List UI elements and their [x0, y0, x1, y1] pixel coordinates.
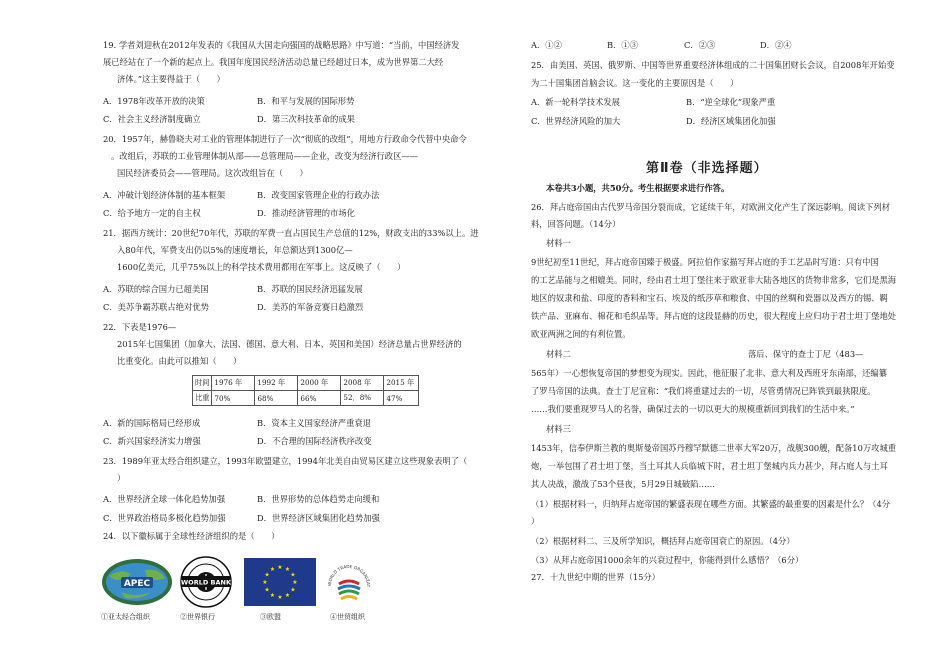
- material-2-line: ……我们要重现罗马人的名誉，确保过去的一切以更大的规模重新回到我们的生活中来。”: [531, 404, 855, 414]
- q22-option-c[interactable]: C．新兴国家经济实力增强: [103, 436, 201, 446]
- q25-option-c[interactable]: C．世界经济风险的加大: [531, 116, 621, 126]
- eu-star-icon: ★: [277, 594, 283, 602]
- eu-star-icon: ★: [269, 566, 276, 574]
- eu-star-icon: ★: [262, 579, 268, 587]
- q22-line-1: 22．下表是1976—: [103, 322, 177, 332]
- g7-share-table: [192, 375, 419, 406]
- material-2-line: 565年）一心想恢复帝国的梦想变为现实。因此，他征服了北非、意大利及西班牙东南部，还编纂: [531, 368, 888, 378]
- q25-option-d[interactable]: D．经济区域集团化加强: [686, 116, 776, 126]
- table-cell: 2000 年: [298, 376, 341, 391]
- logo-caption-apec: ①亚太经合组织: [101, 613, 150, 621]
- table-cell: 68%: [255, 391, 298, 406]
- table-cell: 1976 年: [212, 376, 255, 391]
- table-cell: 比重: [193, 391, 212, 406]
- material-2-label: 材料二: [546, 349, 571, 359]
- table-cell: 52．8%: [341, 391, 384, 406]
- q23-line-2: ）: [117, 473, 126, 483]
- logo-caption-world-bank: ②世界银行: [180, 613, 215, 621]
- q19-line-1: 19. 学者刘迎秋在2012年发表的《我国从大国走向强国的战略思路》中写道：“当前，中国经济发: [103, 40, 460, 50]
- q19-option-d[interactable]: D．第三次科技革命的成果: [257, 114, 355, 124]
- logo-caption-wto: ④世贸组织: [330, 613, 365, 621]
- q20-line-3: 国民经济委员会——管理局。这次改组旨在（ ）: [117, 168, 308, 178]
- q26-line-2: 料，回答问题。（14分）: [531, 219, 621, 229]
- q19-option-b[interactable]: B．和平与发展的国际形势: [257, 96, 355, 106]
- q23-line-1: 23．1989年亚太经合组织建立，1993年欧盟建立，1994年北美自由贸易区建立这些现象表明了（: [103, 456, 468, 466]
- q25-line-2: 为二十国集团首脑会议。这一变化的主要原因是（ ）: [531, 78, 739, 88]
- material-1-line: 铁产品、亚麻布、棉花和毛织品等。拜占庭的这段显赫的历史，很大程度上应归功于君士坦丁堡地处: [531, 311, 897, 321]
- q21-line-2: 入80年代，军费支出仍以5%的速度增长，年总额达到1300亿—: [117, 245, 353, 255]
- table-cell: 1992 年: [255, 376, 298, 391]
- q20-option-d[interactable]: D．推动经济管理的市场化: [257, 208, 355, 218]
- eu-star-icon: ★: [277, 564, 283, 572]
- section-title: 第Ⅱ卷（非选择题）: [646, 161, 768, 176]
- eu-star-icon: ★: [269, 592, 276, 600]
- q20-option-c[interactable]: C．给予地方一定的自主权: [103, 208, 201, 218]
- material-3-label: 材料三: [546, 424, 571, 434]
- q22-option-d[interactable]: D．不合理的国际经济秩序改变: [257, 436, 372, 446]
- material-1-label: 材料一: [546, 238, 571, 248]
- q21-option-d[interactable]: D．美苏的军备竞赛日趋激烈: [257, 302, 364, 312]
- q22-option-b[interactable]: B．资本主义国家经济严重衰退: [257, 418, 371, 428]
- q22-option-a[interactable]: A．新的国际格局已经形成: [103, 418, 201, 428]
- material-2-head-tail: 落后、保守的查士丁尼（483—: [748, 349, 864, 359]
- eu-flag-icon: [244, 558, 316, 606]
- q26-sub-3: （3）从拜占庭帝国1000余年的兴衰过程中，你能得到什么感悟？（6分）: [531, 555, 804, 565]
- q19-option-c[interactable]: C．社会主义经济制度确立: [103, 114, 201, 124]
- material-1-line: 地区的奴隶和盐、印度的香料和宝石、埃及的纸莎草和粮食、中国的丝绸和瓷器以及西方的锡、羁: [531, 293, 888, 303]
- table-cell: 70%: [212, 391, 255, 406]
- q25-line-1: 25．由美国、英国、俄罗斯、中国等世界重要经济体组成的二十国集团财长会议，自2008年开始变: [531, 60, 895, 70]
- table-cell: 2015 年: [384, 376, 419, 391]
- q22-line-2: 2015年七国集团（加拿大、法国、德国、意大利、日本、英国和美国）经济总量占世界经济的: [117, 339, 462, 349]
- q24-option-b[interactable]: B．①③: [607, 40, 638, 50]
- q27-line: 27．十九世纪中期的世界（15分）: [531, 572, 660, 582]
- q21-option-a[interactable]: A．苏联的综合国力已超美国: [103, 284, 209, 294]
- q20-line-1: 20．1957年，赫鲁晓夫对工业的管理体制进行了一次“彻底的改组”，用地方行政命令代替中央命令: [103, 134, 467, 144]
- eu-star-icon: ★: [264, 571, 270, 579]
- material-1-line: 的工艺品能与之相媲美。同时，经由君士坦丁堡往来于欧亚非大陆各地区的货物非常多，它们是黑海: [531, 275, 897, 285]
- material-2-line: 了罗马帝国的法典。查士丁尼宣称：“我们将重建过去的一切，尽管勇情况已阵铁到最狭限度。: [531, 386, 876, 396]
- wto-logo-text: WORLD TRADE ORGANIZAT: [326, 563, 372, 588]
- material-3-line: 1453年，信奉伊斯兰教的奥斯曼帝国苏丹穆罕默德二世率大军20万，战舰300艘，配备10万攻城重: [531, 443, 897, 453]
- q21-option-c[interactable]: C．美苏争霸苏联占绝对优势: [103, 302, 209, 312]
- q23-option-d[interactable]: D．世界经济区域集团化趋势加强: [257, 513, 380, 523]
- q20-option-b[interactable]: B．改变国家管理企业的行政办法: [257, 190, 380, 200]
- q24-line: 24．以下徽标属于全球性经济组织的是（ ）: [103, 531, 280, 541]
- world-bank-logo-text: WORLD BANK: [181, 578, 231, 587]
- apec-logo-text: APEC: [123, 579, 151, 589]
- eu-star-icon: ★: [264, 586, 270, 594]
- logo-caption-eu: ③欧盟: [260, 613, 281, 621]
- q26-sub-1: （1）根据材料一，归纳拜占庭帝国的繁盛表现在哪些方面。其繁盛的最重要的因素是什么？（4分: [531, 499, 891, 509]
- table-cell: 时间: [193, 376, 212, 391]
- q26-line-1: 26．拜占庭帝国由古代罗马帝国分裂而成，它延续千年，对欧洲文化产生了深远影响。阅读下列材: [531, 202, 891, 212]
- q23-option-a[interactable]: A．世界经济全球一体化趋势加强: [103, 494, 226, 504]
- q21-line-1: 21．据西方统计：20世纪70年代，苏联的军费一直占国民生产总值的12%，财政支出的33%以上。进: [103, 228, 479, 238]
- q22-line-3: 比重变化。由此可以推知（ ）: [117, 356, 242, 366]
- section-note: 本卷共3小题，共50分。考生根据要求进行作答。: [546, 183, 730, 193]
- q26-sub-1-tail: ）: [531, 516, 540, 526]
- eu-star-icon: ★: [292, 579, 298, 587]
- q24-option-d[interactable]: D．②④: [760, 40, 792, 50]
- q23-option-b[interactable]: B．世界形势的总体趋势走向缓和: [257, 494, 380, 504]
- material-1-line: 9世纪初至11世纪，拜占庭帝国臻于极盛。阿拉伯作家描写拜占庭的手工艺品时写道：只有中国: [531, 257, 879, 267]
- material-3-line: 炮，一举包围了君士坦丁堡，当土耳其人兵临城下时，君士坦丁堡城内兵力甚少，拜占庭人与土耳: [531, 461, 888, 471]
- world-bank-logo-icon: [178, 556, 234, 608]
- q19-option-a[interactable]: A．1978年改革开放的决策: [103, 96, 205, 106]
- table-cell: 47%: [384, 391, 419, 406]
- q25-option-a[interactable]: A．新一轮科学技术发展: [531, 97, 620, 107]
- table-cell: 66%: [298, 391, 341, 406]
- table-row: [193, 391, 419, 406]
- table-row: [193, 376, 419, 391]
- apec-logo-icon: [101, 558, 173, 606]
- q25-option-b[interactable]: B．“逆全球化”现象严重: [686, 97, 776, 107]
- q24-option-c[interactable]: C．②③: [684, 40, 716, 50]
- eu-star-icon: ★: [284, 592, 291, 600]
- q20-option-a[interactable]: A．冲破计划经济体制的基本框架: [103, 190, 226, 200]
- q23-option-c[interactable]: C．世界政治格局多极化趋势加强: [103, 513, 226, 523]
- svg-text:WORLD TRADE ORGANIZATION: [323, 556, 371, 588]
- q26-sub-2: （2）根据材料二、三及所学知识，概括拜占庭帝国衰亡的原因。（4分）: [531, 536, 795, 546]
- table-cell: 2008 年: [341, 376, 384, 391]
- q19-line-3: 济体。”这主要得益于（ ）: [117, 74, 225, 84]
- q21-line-3: 1600亿美元，几乎75%以上的科学技术费用都用在军事上。这反映了（ ）: [117, 262, 406, 272]
- q24-option-a[interactable]: A．①②: [531, 40, 562, 50]
- wto-logo-icon: [323, 556, 375, 608]
- eu-star-icon: ★: [290, 586, 296, 594]
- material-3-line: 其人决战，激战了53个昼夜，5月29日城破陷……: [531, 479, 716, 489]
- q21-option-b[interactable]: B．苏联的国民经济迅猛发展: [257, 284, 363, 294]
- q20-line-2: 。改组后，苏联的工业管理体制从部——总管理局——企业，改变为经济行政区——: [111, 151, 418, 161]
- q19-line-2: 展已经站在了一个新的起点上。我国年度国民经济活动总量已经超过日本，成为世界第二大经: [103, 57, 444, 67]
- eu-star-icon: ★: [290, 571, 296, 579]
- eu-star-icon: ★: [284, 566, 291, 574]
- material-1-line: 欧亚两洲之间的有利位置。: [531, 329, 631, 339]
